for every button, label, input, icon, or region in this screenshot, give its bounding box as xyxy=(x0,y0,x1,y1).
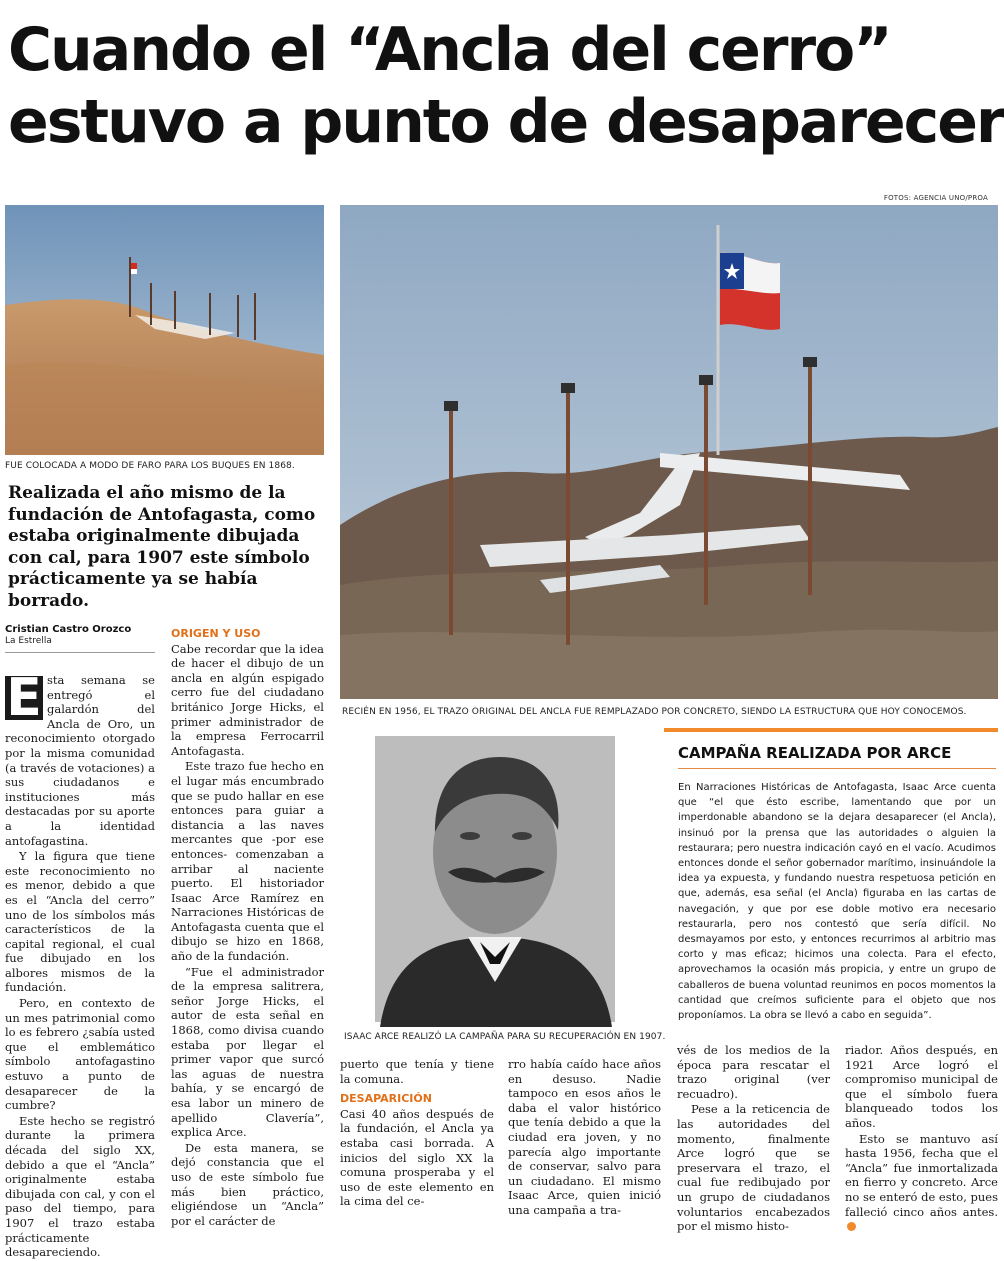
portrait-photo xyxy=(340,732,651,1027)
body-column-2 xyxy=(171,625,324,1229)
sidebar-title: CAMPAÑA REALIZADA POR ARCE xyxy=(678,744,952,762)
deck-summary: Realizada el año mismo de la fundación de Antofagasta, como estaba originalmente dibujada con cal, para 1907 este símbolo prácticamente ya se había borrado. xyxy=(8,483,316,611)
byline-author: Cristian Castro Orozco xyxy=(5,624,132,635)
anchor-hill-illustration xyxy=(340,205,998,699)
sidebar-box xyxy=(664,728,998,1026)
sidebar-divider xyxy=(678,768,996,769)
small-hill-photo xyxy=(5,205,324,455)
sidebar-text: En Narraciones Históricas de Antofagasta, Isaac Arce cuenta que “el que ésto escribe, lamentando que por un imperdonable abandono se la dejara desaparecer (el Ancla), insinuó por la prensa que las autoridades o alguien la restaurara; pero nuestra indicación cayó en el vacío. Acudimos entonces donde el señor gobernador marítimo, insinuándole la idea ya expuesta, y fundando nuestra respetuosa petición en que, además, esa señal (el Ancla) figuraba en las cartas de navegación, y que por ese doble motivo era necesario restaurarla, pero nos contestó que sería difícil. No desmayamos por esto, y entonces recurrimos al arbitrio mas corto y mas eficaz; hicimos una colecta. Para el efecto, aprovechamos la ocasión más propicia, y entre un grupo de caballeros de buena voluntad reunimos en pocos momentos la cantidad que creímos suficiente para el objeto que nos proponíamos. La obra se llevó a cabo en seguida”. xyxy=(678,782,996,1022)
byline-divider xyxy=(5,652,155,653)
body-paragraph: rro había caído hace años en desuso. Nadie tampoco en esos años le daba el valor histórico que tenía debido a que la ciudad era joven, y no parecía algo importante de conservar, salvo para un ciudadano. El mismo Isaac Arce, quien inició una campaña a tra- xyxy=(508,1057,661,1217)
body-paragraph: Casi 40 años después de la fundación, el Ancla ya estaba casi borrada. A inicios del siglo XX la comuna prosperaba y el uso de este elemento en la cima del ce- xyxy=(340,1106,494,1209)
body-text: sta semana se entregó el galardón del Ancla de Oro, un reconocimiento otorgado por la misma comunidad (a través de votaciones) a sus ciudadanos e instituciones más destacadas por su aporte a la identidad antofagastina. xyxy=(5,673,155,848)
end-mark-icon xyxy=(847,1222,856,1231)
main-anchor-photo xyxy=(340,205,998,699)
body-paragraph: “Fue el administrador de la empresa salitrera, señor Jorge Hicks, el autor de esta señal en 1868, como divisa cuando estaba por llegar el primer vapor que surcó las aguas de nuestra bahía, y se encargó de esa labor un minero de apellido Clavería”, explica Arce. xyxy=(171,964,324,1140)
body-paragraph: Este hecho se registró durante la primera década del siglo XX, debido a que el “Ancla” originalmente estaba dibujada con cal, y con el paso del tiempo, para 1907 el trazo estaba prácticamente desapareciendo. xyxy=(5,1113,155,1260)
headline-line-1: Cuando el “Ancla del cerro” xyxy=(8,15,891,85)
body-paragraph: Pese a la reticencia de las autoridades del momento, finalmente Arce logró que se preservara el trazo, el cual fue redibujado por un grupo de ciudadanos voluntarios encabezados por el mismo histo- xyxy=(677,1102,830,1234)
drop-cap: E xyxy=(6,668,42,728)
subhead-origen: ORIGEN Y USO xyxy=(171,627,261,640)
photo-credit: FOTOS: AGENCIA UNO/PROA xyxy=(883,194,988,202)
main-photo-caption: RECIÉN EN 1956, EL TRAZO ORIGINAL DEL ANCLA FUE REMPLAZADO POR CONCRETO, SIENDO LA ESTRUCTURA QUE HOY CONOCEMOS. xyxy=(342,707,967,717)
headline-line-2: estuvo a punto de desaparecer xyxy=(8,87,1004,157)
body-paragraph: vés de los medios de la época para rescatar el trazo original (ver recuadro). xyxy=(677,1043,830,1101)
body-paragraph xyxy=(5,668,155,848)
body-paragraph: riador. Años después, en 1921 Arce logró el compromiso municipal de que el símbolo fuera blanqueado todos los años. xyxy=(845,1043,998,1130)
small-photo-caption: FUE COLOCADA A MODO DE FARO PARA LOS BUQUES EN 1868. xyxy=(5,461,295,471)
body-paragraph: De esta manera, se dejó constancia que el uso de este símbolo fue más bien práctico, eligiéndose un “Ancla” por el carácter de xyxy=(171,1140,324,1228)
body-column-5 xyxy=(677,1043,830,1235)
body-column-1 xyxy=(5,668,155,1261)
body-column-3 xyxy=(340,1057,494,1210)
body-paragraph: Cabe recordar que la idea de hacer el dibujo de un ancla en algún espigado cerro fue del ciudadano británico Jorge Hicks, el primer administrador de la empresa Ferrocarril Antofagasta. xyxy=(171,641,324,758)
headline xyxy=(8,14,1004,158)
body-paragraph xyxy=(845,1132,998,1234)
body-paragraph: Pero, en contexto de un mes patrimonial como lo es febrero ¿sabía usted que el emblemático símbolo antofagastino estuvo a punto de desaparecer de la cumbre? xyxy=(5,996,155,1113)
byline-source: La Estrella xyxy=(5,636,52,646)
subhead-desaparicion: DESAPARICIÓN xyxy=(340,1092,432,1106)
sidebar-accent-bar xyxy=(664,728,998,732)
body-column-6 xyxy=(845,1043,998,1235)
small-hill-illustration xyxy=(5,205,324,455)
body-text: Esto se mantuvo así hasta 1956, fecha que el “Ancla” fue inmortalizada en fierro y concreto. Arce no se enteró de esto, pues falleció cinco años antes. xyxy=(845,1131,998,1219)
body-paragraph: Este trazo fue hecho en el lugar más encumbrado que se pudo hallar en ese entonces para guiar a distancia a las naves mercantes que -por ese entonces- comenzaban a arribar al naciente puerto. El historiador Isaac Arce Ramírez en Narraciones Históricas de Antofagasta cuenta que el dibujo se hizo en 1868, año de la fundación. xyxy=(171,759,324,964)
body-paragraph: puerto que tenía y tiene la comuna. xyxy=(340,1057,494,1086)
body-paragraph: Y la figura que tiene este reconocimiento no es menor, debido a que es el “Ancla del cerro” uno de los símbolos más característicos de la capital regional, el cual fue dibujado en los albores mismos de la fundación. xyxy=(5,849,155,995)
body-column-4 xyxy=(508,1057,661,1219)
portrait-caption: ISAAC ARCE REALIZÓ LA CAMPAÑA PARA SU RECUPERACIÓN EN 1907. xyxy=(344,1032,666,1042)
isaac-arce-portrait xyxy=(340,732,651,1027)
